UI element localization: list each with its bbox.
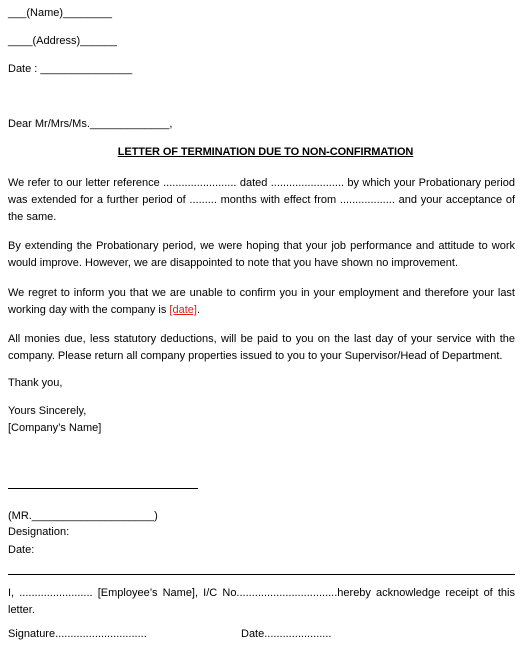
section-divider	[8, 574, 515, 575]
paragraph-probation: By extending the Probationary period, we were hoping that your job performance and attitude to work would improve. However, we are disappointed to note that you have shown no improvement.	[8, 240, 515, 269]
paragraph-reference: We refer to our letter reference ........................ dated ........................ by which your Probationary period was extended for a further period of ......... months with effect from .................. and your acceptance of the same.	[8, 177, 515, 223]
paragraph-non-confirmation	[8, 285, 515, 319]
salutation: Dear Mr/Mrs/Ms._____________,	[8, 118, 173, 130]
company-name-placeholder: [Company’s Name]	[8, 422, 102, 434]
signatory-name-line: (MR.____________________)	[8, 510, 158, 522]
recipient-address-line: ____(Address)______	[8, 35, 117, 47]
recipient-name-line: ___(Name)________	[8, 7, 112, 19]
employee-signature-line: Signature..............................	[8, 628, 147, 640]
signatory-date: Date:	[8, 544, 35, 556]
paragraph-non-confirmation-text: We regret to inform you that we are unable to confirm you in your employment and therefore your last working day with the company is	[8, 287, 515, 316]
paragraph-end-period: .	[196, 304, 201, 316]
paragraph-monies-due: All monies due, less statutory deductions, will be paid to you on the last day of your service with the company. Please return all company properties issued to you to your Supervisor/Head of Department.	[8, 333, 515, 362]
date-placeholder: [date]	[169, 304, 197, 316]
letter-title: LETTER OF TERMINATION DUE TO NON-CONFIRMATION	[117, 146, 414, 158]
signature-line	[8, 488, 198, 489]
thank-you: Thank you,	[8, 377, 63, 389]
acknowledgement-text: I, ........................ [Employee’s Name], I/C No.................................hereby acknowledge receipt of this letter.	[8, 587, 515, 616]
signatory-designation: Designation:	[8, 526, 70, 538]
letter-date-line: Date : _______________	[8, 63, 133, 75]
yours-sincerely: Yours Sincerely,	[8, 405, 87, 417]
employee-date-line: Date......................	[241, 628, 332, 640]
